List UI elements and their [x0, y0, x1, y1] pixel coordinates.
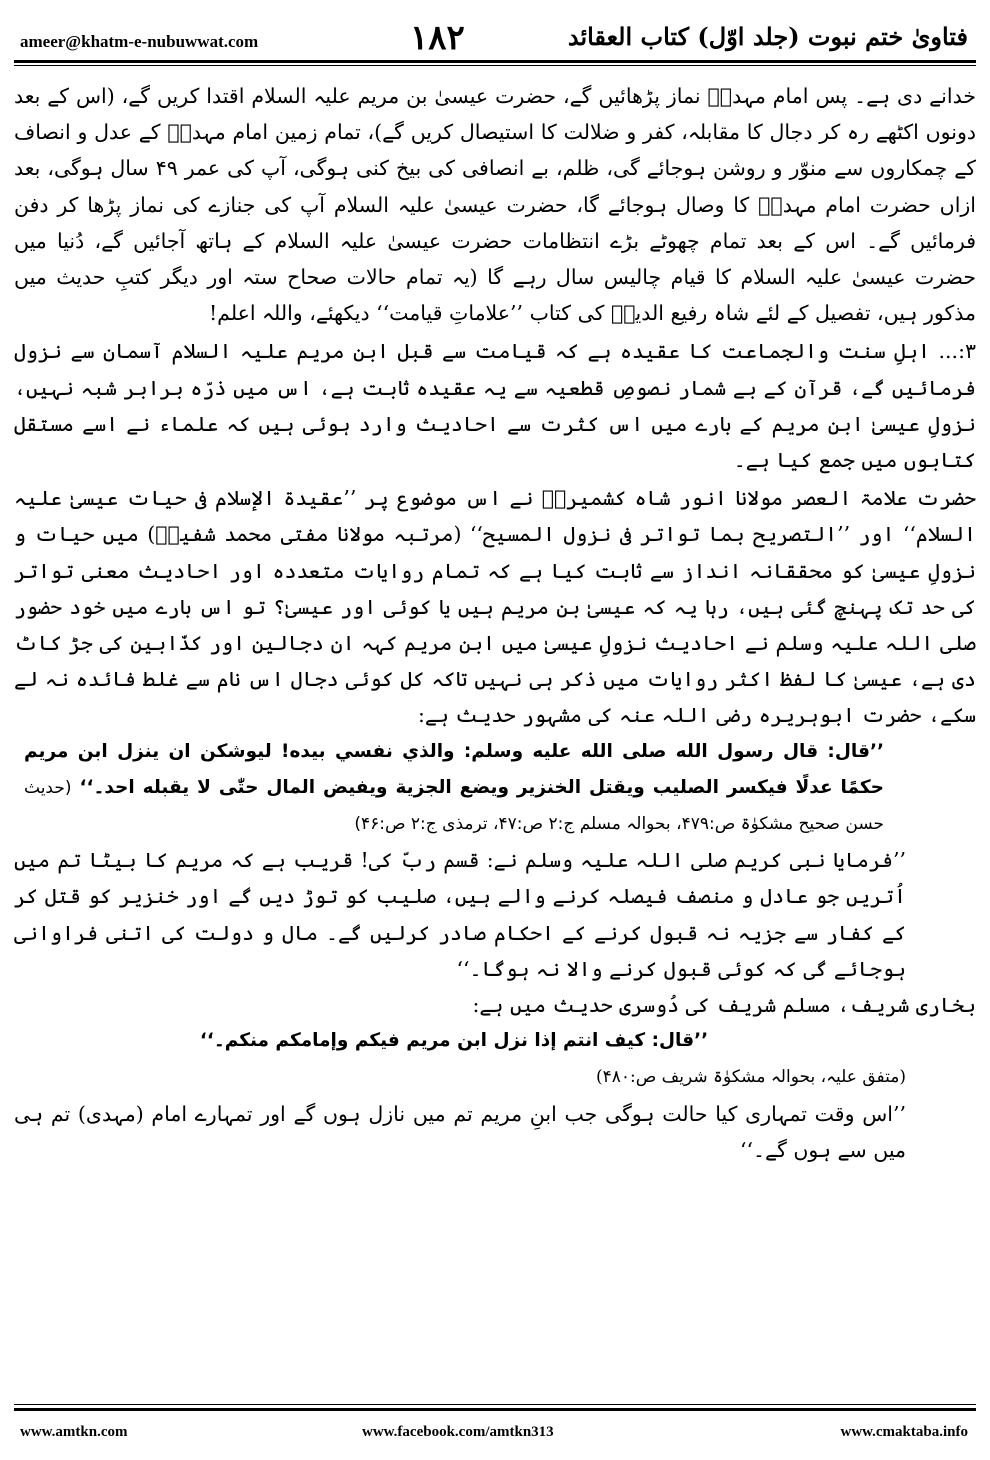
header-rule-thin: [14, 65, 976, 66]
hadith-2-reference: (متفق علیہ، بحوالہ مشکوٰۃ شریف ص:۴۸۰): [595, 1067, 906, 1088]
page-number: ۱۸۲: [410, 18, 465, 58]
footer-rule-thick: [14, 1408, 976, 1411]
footer-link-facebook[interactable]: www.facebook.com/amtkn313: [362, 1424, 554, 1440]
footer-link-amtkn[interactable]: www.amtkn.com: [20, 1424, 128, 1440]
hadith-arabic-2: ’’قال: كيف انتم إذا نزل ابن مريم فيكم وإمامكم منكم۔‘‘: [199, 1030, 709, 1052]
page-header: [0, 0, 990, 60]
hadith-arabic-1-text: ’’قال: قال رسول الله صلى الله عليه وسلم: والذي نفسي بيده! ليوشكن ان ينزل ابن مريم حكمًا عدلًا فيكسر الصليب ويقتل الخنزير ويضع الجزية ويفيض المال حتّٰى لا يقبله احد۔‘‘: [24, 740, 884, 798]
paragraph-belief: ۳:... اہلِ سنت والجماعت کا عقیدہ ہے کہ قیامت سے قبل ابن مریم علیہ السلام آسمان سے نزول فرمائیں گے، قرآن کے بے شمار نصوصِ قطعیہ سے یہ عقیدہ ثابت ہے، اس میں ذرّہ برابر شبہ نہیں، نزولِ عیسیٰ ابن مریم کے بارے میں اس کثرت سے احادیث وارد ہوئی ہیں کہ علماء نے اسے مستقل کتابوں میں جمع کیا ہے۔: [14, 339, 976, 473]
header-rule-thick: [14, 60, 976, 63]
footer-rule-thin: [14, 1404, 976, 1405]
paragraph-mahdi: خدانے دی ہے۔ پس امام مہدیؓ نماز پڑھائیں گے، حضرت عیسیٰ بن مریم علیہ السلام اقتدا کریں گے، (اس کے بعد دونوں اکٹھے رہ کر دجال کا مقابلہ، کفر و ضلالت کا استیصال کریں گے)، تمام زمین امام مہدیؓ کے عدل و انصاف کے چمکاروں سے منوّر و روشن ہوجائے گی، ظلم، بے انصافی کی بیخ کنی ہوگی، آپ کی عمر ۴۹ سال ہوگی، بعد ازاں حضرت امام مہدیؓ کا وصال ہوجائے گا، حضرت عیسیٰ علیہ السلام آپ کی جنازے کی نماز پڑھا کر دفن فرمائیں گے۔ اس کے بعد تمام چھوٹے بڑے انتظامات حضرت عیسیٰ علیہ السلام کے ہاتھ آجائیں گے، دُنیا میں حضرت عیسیٰ علیہ السلام کا قیام چالیس سال رہے گا (یہ تمام حالات صحاح ستہ اور دیگر کتبِ حدیث میں مذکور ہیں، تفصیل کے لئے شاہ رفیع الدینؒ کی کتاب ’’علاماتِ قیامت‘‘ دیکھئے، واللہ اعلم!: [14, 84, 976, 326]
book-title: فتاویٰ ختم نبوت (جلد اوّل) کتاب العقائد: [567, 22, 968, 51]
hadith-arabic-1: [14, 734, 976, 843]
hadith-2-translation: ’’اس وقت تمہاری کیا حالت ہوگی جب ابنِ مریم تم میں نازل ہوں گے اور تمہارے امام (مہدی) تم ہی میں سے ہوں گے۔‘‘: [14, 1101, 906, 1162]
header-email: ameer@khatm-e-nubuwwat.com: [20, 32, 259, 51]
bukhari-intro: بخاری شریف، مسلم شریف کی دُوسری حدیث میں ہے:: [472, 993, 976, 1018]
footer-link-cmaktaba[interactable]: www.cmaktaba.info: [840, 1424, 968, 1440]
hadith-1-translation: ’’فرمایا نبی کریم صلی اللہ علیہ وسلم نے: قسم ربّ کی! قریب ہے کہ مریم کا بیٹا تم میں اُتریں جو عادل و منصف فیصلہ کرنے والے ہیں، صلیب کو توڑ دیں گے اور خنزیر کو قتل کر کے کفار سے جزیہ نہ قبول کرنے کے احکام صادر کرلیں گے۔ مال و دولت کی اتنی فراوانی ہوجائے گی کہ کوئی قبول کرنے والا نہ ہوگا۔‘‘: [14, 848, 906, 981]
hadith-1-reference: (حدیث حسن صحیح مشکوٰۃ ص:۴۷۹، بحوالہ مسلم ج:۲ ص:۴۷، ترمذی ج:۲ ص:۴۶): [24, 777, 884, 835]
paragraph-kashmiri: حضرت علامۃ العصر مولانا انور شاہ کشمیریؒ نے اس موضوع پر ’’عقیدۃ الإسلام فی حیات عیسیٰ علیہ السلام‘‘ اور ’’التصریح بما تواتر فی نزول المسیح‘‘ (مرتبہ مولانا مفتی محمد شفیعؒ) میں حیات و نزولِ عیسیٰ کو محققانہ انداز سے ثابت کیا ہے کہ تمام روایات متعددہ اور احادیث معنی تواتر کی حد تک پہنچ گئی ہیں، رہا یہ کہ عیسیٰ بن مریم ہیں یا کوئی اور عیسیٰ؟ تو اس بارے میں خود حضور صلی اللہ علیہ وسلم نے احادیث نزولِ عیسیٰ میں ابن مریم کہہ ان دجالین اور کذّابین کی جڑ کاٹ دی ہے، عیسیٰ کا لفظ اکثر روایات میں ذکر ہی نہیں تاکہ کل کوئی دجال اس نام سے غلط فائدہ نہ لے سکے، حضرت ابوہریرہ رضی اللہ عنہ کی مشہور حدیث ہے:: [14, 486, 976, 728]
page-body: [14, 78, 976, 1383]
